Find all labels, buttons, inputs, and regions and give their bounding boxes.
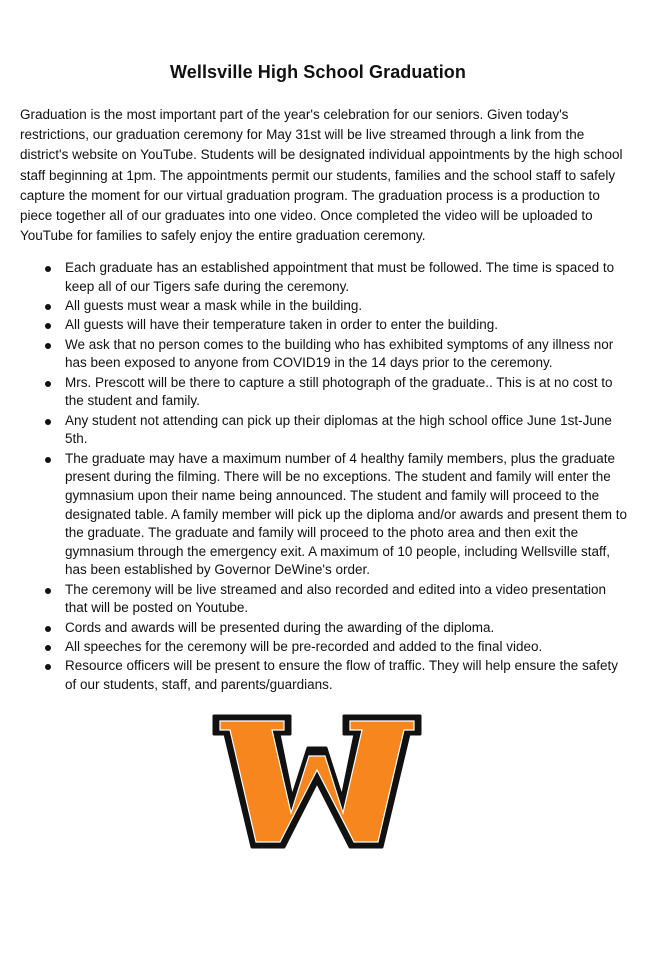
list-item-text: The graduate may have a maximum number of 4 healthy family members, plus the graduate present during the filming. There will be no exceptions. The student and family will enter the gymnasium upon their name being announced. The student and family will proceed to the designated table. A family member will pick up the diploma and/or awards and present them to the graduate. The graduate and family will proceed to the photo area and then exit the gymnasium through the emergency exit. A maximum of 10 people, including Wellsville staff, has been established by Governor DeWine's order. [65, 450, 628, 578]
list-item [20, 259, 632, 296]
list-item [20, 619, 632, 638]
list-item-text: Any student not attending can pick up their diplomas at the high school office June 1st-June 5th. [65, 412, 612, 447]
bullet-icon [45, 266, 51, 272]
bullet-icon [45, 457, 51, 463]
list-item-text: All guests must wear a mask while in the building. [65, 297, 363, 313]
bullet-icon [45, 664, 51, 670]
bullet-icon [45, 304, 51, 310]
list-item [20, 638, 632, 657]
list-item-text: We ask that no person comes to the building who has exhibited symptoms of any illness nor has been exposed to anyone from COVID19 in the 14 days prior to the ceremony. [65, 336, 614, 371]
bullet-icon [45, 343, 51, 349]
list-item-text: The ceremony will be live streamed and also recorded and edited into a video presentation that will be posted on Youtube. [65, 581, 607, 616]
bullet-icon [45, 626, 51, 632]
bullet-icon [45, 588, 51, 594]
list-item [20, 657, 632, 694]
bullet-icon [45, 645, 51, 651]
list-item-text: All guests will have their temperature taken in order to enter the building. [65, 317, 498, 333]
w-logo-icon [212, 714, 422, 849]
bullet-icon [45, 419, 51, 425]
list-item [20, 336, 632, 373]
list-item [20, 374, 632, 411]
list-item [20, 450, 632, 580]
list-item [20, 316, 632, 335]
page-title: Wellsville High School Graduation [169, 62, 466, 82]
list-item-text: Cords and awards will be presented during the awarding of the diploma. [65, 619, 495, 635]
list-item [20, 297, 632, 316]
list-item-text: All speeches for the ceremony will be pre-recorded and added to the final video. [65, 639, 543, 655]
intro-paragraph: Graduation is the most important part of the year's celebration for our seniors. Given today's restrictions, our graduation ceremony for May 31st will be live streamed through a link from the district's website on YouTube. Students will be designated individual appointments by the high school staff beginning at 1pm. The appointments permit our students, families and the school staff to safely capture the moment for our virtual graduation program. The graduation process is a production to piece together all of our graduates into one video. Once completed the video will be uploaded to YouTube for families to safely enjoy the entire graduation ceremony. [20, 107, 623, 244]
list-item-text: Resource officers will be present to ensure the flow of traffic. They will help ensure the safety of our students, staff, and parents/guardians. [65, 658, 619, 693]
list-item [20, 412, 632, 449]
bullet-icon [45, 381, 51, 387]
list-item-text: Each graduate has an established appointment that must be followed. The time is spaced to keep all of our Tigers safe during the ceremony. [65, 260, 615, 294]
list-item-text: Mrs. Prescott will be there to capture a still photograph of the graduate.. This is at no cost to the student and family. [65, 374, 613, 409]
guidelines-list [20, 259, 632, 695]
bullet-icon [45, 323, 51, 329]
list-item [20, 581, 632, 618]
